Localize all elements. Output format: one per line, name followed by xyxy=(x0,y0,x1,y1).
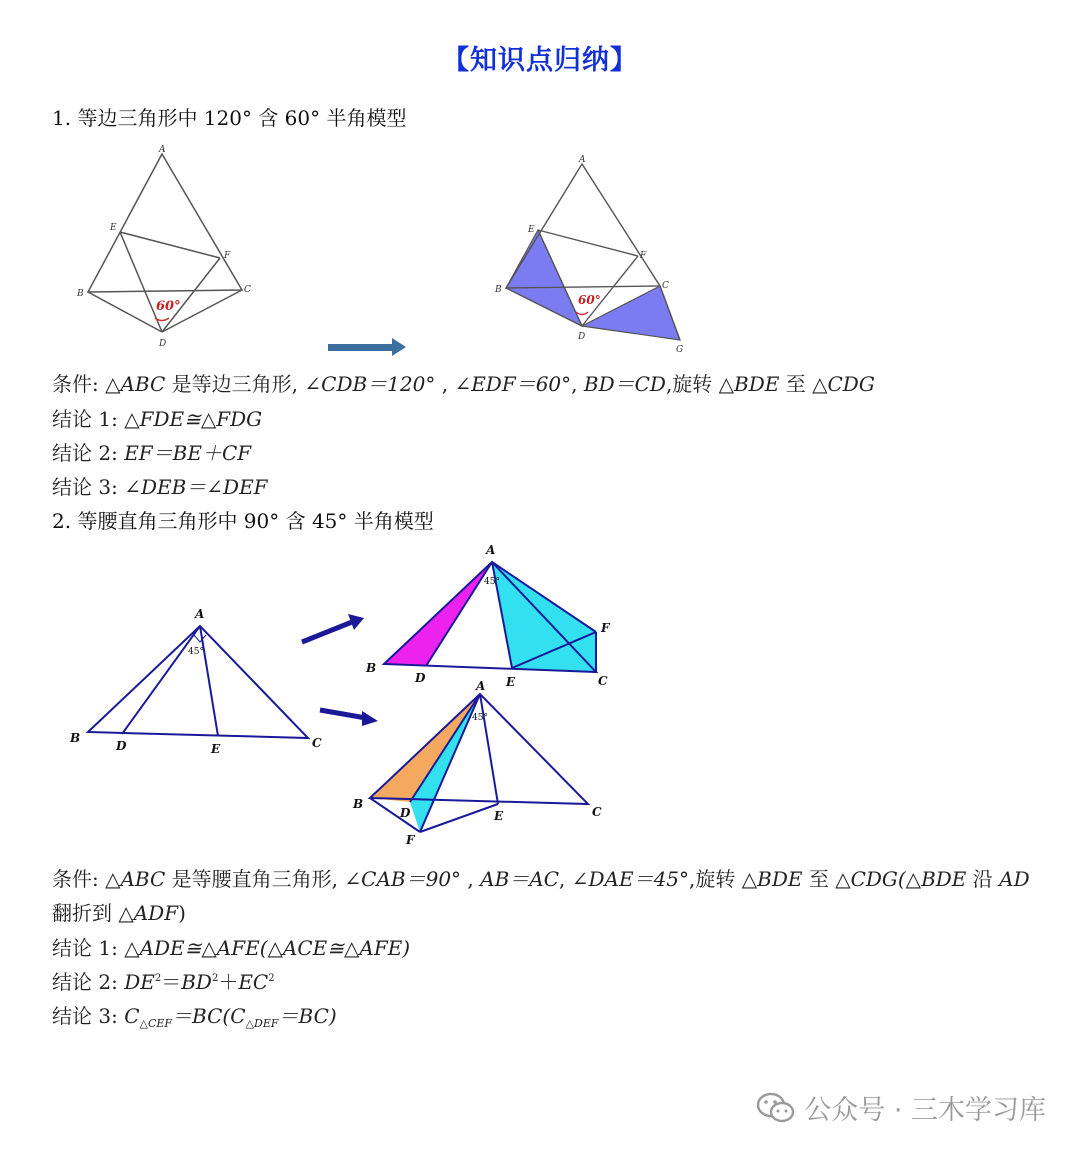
section1-conclusion-2: 结论 2: EF＝BE＋CF xyxy=(52,441,252,465)
label-E5: E xyxy=(494,809,504,823)
angle-60-label-right: 60° xyxy=(578,293,601,307)
label-B4: B xyxy=(366,661,377,675)
section2-heading: 2. 等腰直角三角形中 90° 含 45° 半角模型 xyxy=(52,509,434,533)
section1-conclusion-3: 结论 3: ∠DEB＝∠DEF xyxy=(52,475,268,499)
label-E2: E xyxy=(528,225,535,235)
section2-conclusion-1: 结论 1: △ADE≅△AFE(△ACE≅△AFE) xyxy=(52,936,411,960)
label-C5: C xyxy=(592,805,602,819)
label-G2: G xyxy=(676,345,684,355)
section2-conclusion-2: 结论 2: $DE^2=BD^2+EC^2$ xyxy=(52,970,275,994)
arrow-right-icon xyxy=(328,338,406,356)
label-B3: B xyxy=(70,731,81,745)
arrow-down-right-icon xyxy=(320,710,378,726)
label-C4: C xyxy=(598,674,608,688)
section1-heading: 1. 等边三角形中 120° 含 60° 半角模型 xyxy=(52,106,407,130)
label-E3: E xyxy=(211,742,221,756)
label-A3: A xyxy=(195,607,205,621)
label-E4: E xyxy=(506,675,516,689)
label-D3: D xyxy=(116,739,127,753)
section1-conclusion-1: 结论 1: △FDE≅△FDG xyxy=(52,407,263,431)
label-E1: E xyxy=(110,223,117,233)
figure2-left xyxy=(88,626,308,738)
label-F4: F xyxy=(601,621,610,635)
wechat-icon xyxy=(756,1091,796,1125)
label-C3: C xyxy=(312,736,322,750)
figure2-bottom-right xyxy=(352,679,602,847)
section1-condition: 条件: △ABC 是等边三角形, ∠CDB＝120° , ∠EDF＝60°, BD＝CD,旋转 △BDE 至 △CDG xyxy=(52,372,875,396)
label-C2: C xyxy=(662,281,669,291)
section2-conclusion-3: 结论 3: $C_{\triangle CEF}=BC(C_{\triangle DEF}=BC)$ xyxy=(52,1004,337,1030)
label-B2: B xyxy=(495,285,502,295)
label-F5: F xyxy=(406,833,415,847)
figure1-right xyxy=(494,155,683,355)
section2-condition-line1: 条件: △ABC 是等腰直角三角形, ∠CAB＝90° , AB＝AC, ∠DAE＝45°,旋转 △BDE 至 △CDG(△BDE 沿 AD xyxy=(52,867,1030,891)
figure-equilateral-model xyxy=(60,140,720,360)
angle-45-label-2: 45° xyxy=(484,577,500,587)
label-B5: B xyxy=(353,797,364,811)
watermark-text: 公众号 · 三木学习库 xyxy=(804,1095,1046,1126)
label-A1: A xyxy=(159,145,166,155)
figure-isosceles-right-model xyxy=(60,540,680,850)
label-B1: B xyxy=(77,289,84,299)
label-D5: D xyxy=(400,806,411,820)
label-D1: D xyxy=(159,339,167,349)
section2-condition-line2: 翻折到 △ADF) xyxy=(52,901,186,925)
figure2-top-right xyxy=(365,543,611,689)
angle-45-label-1: 45° xyxy=(188,647,204,657)
label-A5: A xyxy=(476,679,486,693)
angle-45-label-3: 45° xyxy=(472,713,488,723)
page-title: 【知识点归纳】 xyxy=(442,45,638,76)
label-F1: F xyxy=(224,251,231,261)
label-C1: C xyxy=(244,285,251,295)
label-D2: D xyxy=(578,332,586,342)
label-A2: A xyxy=(579,155,586,165)
angle-60-label-left: 60° xyxy=(156,299,181,314)
label-D4: D xyxy=(415,671,426,685)
arrow-up-right-icon xyxy=(302,614,364,642)
label-F2: F xyxy=(640,251,647,261)
watermark xyxy=(756,1088,1046,1127)
label-A4: A xyxy=(486,543,496,557)
